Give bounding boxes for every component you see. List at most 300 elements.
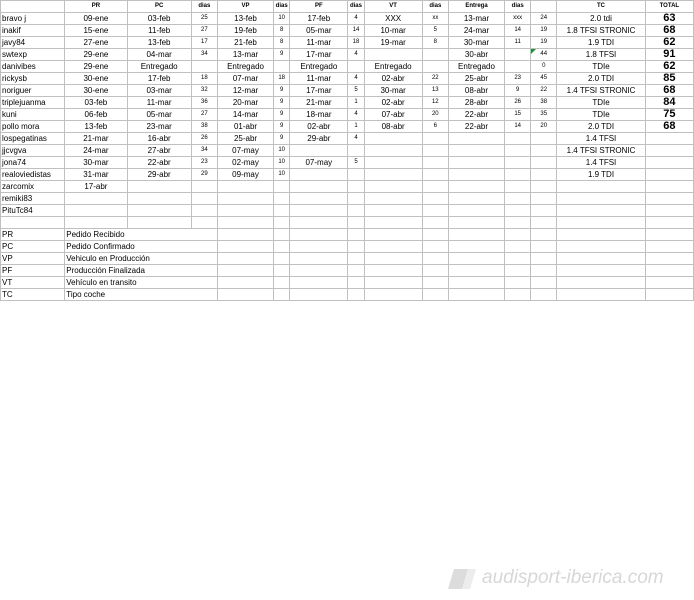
date-cell: 07-may	[217, 145, 273, 157]
date-cell	[364, 217, 422, 229]
empty-cell	[217, 265, 273, 277]
user-name-cell: kuni	[1, 109, 65, 121]
days-cell: 1	[348, 97, 364, 109]
date-cell: 29-abr	[127, 169, 191, 181]
date-cell	[217, 217, 273, 229]
days-cell	[274, 181, 290, 193]
column-header: TOTAL	[645, 1, 693, 13]
date-cell: 18-mar	[290, 109, 348, 121]
table-row	[1, 49, 694, 61]
date-cell: 21-mar	[290, 97, 348, 109]
empty-cell	[557, 229, 645, 241]
empty-cell	[348, 241, 364, 253]
column-header: PR	[65, 1, 127, 13]
table-row	[1, 37, 694, 49]
days-cell: 45	[531, 73, 557, 85]
date-cell	[290, 193, 348, 205]
user-name-cell: swtexp	[1, 49, 65, 61]
legend-abbr: VP	[1, 253, 65, 265]
empty-cell	[364, 289, 422, 301]
legend-row	[1, 277, 694, 289]
date-cell: 20-mar	[217, 97, 273, 109]
car-type-cell: 1.4 TFSI STRONIC	[557, 145, 645, 157]
user-name-cell: javy84	[1, 37, 65, 49]
date-cell	[290, 205, 348, 217]
car-type-cell: 2.0 tdi	[557, 13, 645, 25]
empty-cell	[364, 229, 422, 241]
date-cell: 10-mar	[364, 25, 422, 37]
days-cell: 34	[191, 49, 217, 61]
days-cell: xxx	[505, 13, 531, 25]
date-cell: 05-mar	[127, 109, 191, 121]
car-type-cell: 1.9 TDI	[557, 169, 645, 181]
user-name-cell: rickysb	[1, 73, 65, 85]
total-cell: 91	[645, 49, 693, 61]
date-cell: 03-feb	[127, 13, 191, 25]
legend-abbr: VT	[1, 277, 65, 289]
date-cell: 02-may	[217, 157, 273, 169]
empty-cell	[364, 241, 422, 253]
days-cell: 9	[505, 85, 531, 97]
date-cell: 13-feb	[217, 13, 273, 25]
total-cell	[645, 205, 693, 217]
date-cell	[290, 169, 348, 181]
date-cell	[290, 145, 348, 157]
date-cell: 14-mar	[217, 109, 273, 121]
days-cell: 4	[348, 133, 364, 145]
days-cell: 0	[531, 61, 557, 73]
date-cell: 24-mar	[448, 25, 504, 37]
date-cell	[217, 193, 273, 205]
date-cell: 21-feb	[217, 37, 273, 49]
column-header: dias	[422, 1, 448, 13]
date-cell: XXX	[364, 13, 422, 25]
date-cell	[364, 133, 422, 145]
date-cell	[448, 181, 504, 193]
empty-cell	[557, 241, 645, 253]
days-cell: 12	[422, 97, 448, 109]
total-cell: 63	[645, 13, 693, 25]
total-cell: 62	[645, 61, 693, 73]
date-cell: 13-feb	[65, 121, 127, 133]
total-cell: 75	[645, 109, 693, 121]
days-cell	[531, 193, 557, 205]
days-cell	[348, 181, 364, 193]
date-cell	[448, 193, 504, 205]
date-cell: 04-mar	[127, 49, 191, 61]
legend-description: Vehiculo en Producción	[65, 253, 218, 265]
date-cell: 12-mar	[217, 85, 273, 97]
empty-cell	[557, 253, 645, 265]
date-cell: Entregado	[290, 61, 348, 73]
empty-cell	[448, 241, 504, 253]
car-type-cell: 2.0 TDI	[557, 121, 645, 133]
car-type-cell: 1.8 TFSI STRONIC	[557, 25, 645, 37]
empty-cell	[645, 277, 693, 289]
date-cell: 30-mar	[364, 85, 422, 97]
header-row	[1, 1, 694, 13]
days-cell: 27	[191, 25, 217, 37]
days-cell: xx	[422, 13, 448, 25]
days-cell	[505, 181, 531, 193]
date-cell	[217, 205, 273, 217]
empty-cell	[505, 229, 531, 241]
days-cell	[348, 169, 364, 181]
table-row	[1, 25, 694, 37]
car-type-cell: 1.8 TFSI	[557, 49, 645, 61]
empty-cell	[348, 277, 364, 289]
column-header: VP	[217, 1, 273, 13]
days-cell	[531, 145, 557, 157]
days-cell	[348, 145, 364, 157]
date-cell: 05-mar	[290, 25, 348, 37]
date-cell: 22-abr	[448, 109, 504, 121]
days-cell: 1	[348, 121, 364, 133]
empty-cell	[645, 265, 693, 277]
date-cell	[448, 169, 504, 181]
total-cell	[645, 133, 693, 145]
days-cell	[422, 217, 448, 229]
date-cell: 21-mar	[65, 133, 127, 145]
car-type-cell: 2.0 TDI	[557, 73, 645, 85]
table-row	[1, 181, 694, 193]
empty-cell	[422, 277, 448, 289]
days-cell	[531, 157, 557, 169]
empty-cell	[217, 253, 273, 265]
days-cell: 14	[505, 25, 531, 37]
days-cell: 9	[274, 109, 290, 121]
days-cell: 18	[348, 37, 364, 49]
empty-cell	[217, 229, 273, 241]
date-cell: 30-mar	[65, 157, 127, 169]
days-cell: 17	[191, 37, 217, 49]
empty-cell	[274, 253, 290, 265]
date-cell	[65, 193, 127, 205]
days-cell	[505, 145, 531, 157]
days-cell: 18	[274, 73, 290, 85]
days-cell	[531, 205, 557, 217]
user-name-cell: noriguer	[1, 85, 65, 97]
date-cell: 25-abr	[217, 133, 273, 145]
legend-description: Pedido Recibido	[65, 229, 218, 241]
empty-cell	[348, 253, 364, 265]
total-cell	[645, 181, 693, 193]
total-cell: 85	[645, 73, 693, 85]
days-cell	[422, 181, 448, 193]
empty-cell	[448, 229, 504, 241]
car-type-cell	[557, 217, 645, 229]
date-cell: 09-may	[217, 169, 273, 181]
date-cell: 17-mar	[290, 85, 348, 97]
total-cell: 68	[645, 121, 693, 133]
days-cell: 5	[348, 85, 364, 97]
empty-cell	[290, 289, 348, 301]
date-cell: 13-feb	[127, 37, 191, 49]
days-cell	[531, 169, 557, 181]
date-cell	[448, 217, 504, 229]
days-cell: 25	[191, 13, 217, 25]
date-cell: 07-mar	[217, 73, 273, 85]
date-cell	[364, 205, 422, 217]
table-row	[1, 217, 694, 229]
empty-cell	[217, 241, 273, 253]
user-name-cell: bravo j	[1, 13, 65, 25]
table-row	[1, 169, 694, 181]
empty-cell	[531, 265, 557, 277]
days-cell	[348, 217, 364, 229]
date-cell	[65, 205, 127, 217]
legend-row	[1, 265, 694, 277]
days-cell: 6	[422, 121, 448, 133]
days-cell: 26	[505, 97, 531, 109]
days-cell	[348, 205, 364, 217]
column-header: PC	[127, 1, 191, 13]
user-name-cell: jjcvgva	[1, 145, 65, 157]
watermark-text: audisport-iberica.com	[482, 567, 664, 588]
days-cell	[191, 205, 217, 217]
date-cell	[290, 181, 348, 193]
days-cell	[422, 133, 448, 145]
empty-cell	[348, 229, 364, 241]
empty-cell	[645, 253, 693, 265]
days-cell: 13	[422, 85, 448, 97]
date-cell: 19-mar	[364, 37, 422, 49]
days-cell: 44	[531, 49, 557, 61]
column-header: Entrega	[448, 1, 504, 13]
car-type-cell: TDIe	[557, 61, 645, 73]
date-cell: 30-ene	[65, 73, 127, 85]
empty-cell	[422, 253, 448, 265]
date-cell	[127, 181, 191, 193]
days-cell	[505, 217, 531, 229]
empty-cell	[645, 241, 693, 253]
empty-cell	[274, 289, 290, 301]
days-cell: 38	[191, 121, 217, 133]
empty-cell	[422, 265, 448, 277]
days-cell	[191, 61, 217, 73]
date-cell: Entregado	[217, 61, 273, 73]
empty-cell	[290, 241, 348, 253]
watermark	[446, 567, 686, 591]
days-cell: 8	[274, 25, 290, 37]
date-cell: 11-mar	[290, 37, 348, 49]
date-cell: 19-feb	[217, 25, 273, 37]
date-cell: 08-abr	[448, 85, 504, 97]
days-cell	[505, 61, 531, 73]
days-cell	[505, 157, 531, 169]
user-name-cell: pollo mora	[1, 121, 65, 133]
date-cell: 02-abr	[364, 97, 422, 109]
column-header: PF	[290, 1, 348, 13]
days-cell	[348, 61, 364, 73]
legend-description: Pedido Confirmado	[65, 241, 218, 253]
days-cell: 19	[531, 37, 557, 49]
legend-row	[1, 253, 694, 265]
user-name-cell: danivibes	[1, 61, 65, 73]
empty-cell	[364, 265, 422, 277]
empty-cell	[274, 265, 290, 277]
days-cell: 35	[531, 109, 557, 121]
days-cell	[191, 181, 217, 193]
empty-cell	[557, 265, 645, 277]
empty-cell	[290, 277, 348, 289]
legend-description: Producción Finalizada	[65, 265, 218, 277]
days-cell: 23	[191, 157, 217, 169]
days-cell	[422, 193, 448, 205]
empty-cell	[531, 241, 557, 253]
days-cell: 10	[274, 145, 290, 157]
empty-cell	[505, 277, 531, 289]
date-cell	[364, 49, 422, 61]
days-cell: 4	[348, 49, 364, 61]
date-cell: 03-feb	[65, 97, 127, 109]
date-cell: 22-abr	[127, 157, 191, 169]
date-cell	[364, 193, 422, 205]
total-cell: 62	[645, 37, 693, 49]
days-cell	[274, 61, 290, 73]
empty-cell	[422, 241, 448, 253]
user-name-cell	[1, 217, 65, 229]
car-type-cell: 1.4 TFSI	[557, 133, 645, 145]
car-type-cell	[557, 181, 645, 193]
days-cell: 4	[348, 13, 364, 25]
days-cell: 11	[505, 37, 531, 49]
user-name-cell: PituTc84	[1, 205, 65, 217]
date-cell: 06-feb	[65, 109, 127, 121]
user-name-cell: jona74	[1, 157, 65, 169]
days-cell: 38	[531, 97, 557, 109]
empty-cell	[290, 253, 348, 265]
date-cell: 30-mar	[448, 37, 504, 49]
empty-cell	[531, 253, 557, 265]
date-cell: Entregado	[448, 61, 504, 73]
total-cell	[645, 157, 693, 169]
days-cell: 32	[191, 85, 217, 97]
legend-abbr: PF	[1, 265, 65, 277]
car-type-cell	[557, 193, 645, 205]
days-cell	[505, 193, 531, 205]
empty-cell	[290, 229, 348, 241]
table-row	[1, 157, 694, 169]
days-cell: 29	[191, 169, 217, 181]
empty-cell	[422, 229, 448, 241]
table-row	[1, 109, 694, 121]
date-cell: 11-mar	[127, 97, 191, 109]
empty-cell	[557, 277, 645, 289]
column-header: dias	[274, 1, 290, 13]
date-cell: 11-mar	[290, 73, 348, 85]
days-cell: 5	[348, 157, 364, 169]
table-row	[1, 97, 694, 109]
days-cell	[422, 49, 448, 61]
table-row	[1, 73, 694, 85]
date-cell: 03-mar	[127, 85, 191, 97]
legend-description: Vehículo en transito	[65, 277, 218, 289]
empty-cell	[448, 289, 504, 301]
empty-cell	[645, 289, 693, 301]
date-cell: 28-abr	[448, 97, 504, 109]
date-cell: 17-feb	[290, 13, 348, 25]
days-cell	[191, 193, 217, 205]
empty-cell	[348, 265, 364, 277]
user-name-cell: remiki83	[1, 193, 65, 205]
days-cell	[274, 205, 290, 217]
empty-cell	[448, 277, 504, 289]
days-cell: 26	[191, 133, 217, 145]
days-cell: 15	[505, 109, 531, 121]
date-cell: 27-ene	[65, 37, 127, 49]
days-cell: 9	[274, 49, 290, 61]
days-cell	[505, 133, 531, 145]
total-cell	[645, 145, 693, 157]
date-cell	[448, 133, 504, 145]
date-cell: 09-ene	[65, 13, 127, 25]
legend-abbr: TC	[1, 289, 65, 301]
date-cell	[127, 217, 191, 229]
date-cell: 07-abr	[364, 109, 422, 121]
days-cell: 18	[191, 73, 217, 85]
date-cell	[364, 181, 422, 193]
days-cell: 36	[191, 97, 217, 109]
legend-row	[1, 289, 694, 301]
days-cell: 20	[422, 109, 448, 121]
date-cell	[448, 145, 504, 157]
empty-cell	[505, 265, 531, 277]
total-cell: 84	[645, 97, 693, 109]
empty-cell	[217, 289, 273, 301]
days-cell	[422, 157, 448, 169]
days-cell: 22	[531, 85, 557, 97]
car-type-cell	[557, 205, 645, 217]
days-cell	[505, 205, 531, 217]
car-type-cell: 1.4 TFSI STRONIC	[557, 85, 645, 97]
table-row	[1, 85, 694, 97]
date-cell: 08-abr	[364, 121, 422, 133]
date-cell: 30-abr	[448, 49, 504, 61]
days-cell	[531, 217, 557, 229]
date-cell	[217, 181, 273, 193]
empty-cell	[274, 241, 290, 253]
days-cell: 27	[191, 109, 217, 121]
days-cell: 10	[274, 157, 290, 169]
site-logo-icon	[446, 569, 478, 589]
days-cell: 19	[531, 25, 557, 37]
days-cell	[531, 181, 557, 193]
empty-cell	[364, 277, 422, 289]
date-cell: 13-mar	[217, 49, 273, 61]
days-cell	[422, 205, 448, 217]
column-header: dias	[348, 1, 364, 13]
empty-cell	[422, 289, 448, 301]
date-cell: 31-mar	[65, 169, 127, 181]
total-cell	[645, 169, 693, 181]
date-cell: 24-mar	[65, 145, 127, 157]
days-cell: 8	[422, 37, 448, 49]
total-cell	[645, 193, 693, 205]
date-cell: 17-feb	[127, 73, 191, 85]
days-cell: 34	[191, 145, 217, 157]
date-cell	[364, 169, 422, 181]
table-row	[1, 121, 694, 133]
days-cell: 14	[348, 25, 364, 37]
car-type-cell: TDIe	[557, 97, 645, 109]
days-cell: 8	[274, 37, 290, 49]
legend-row	[1, 229, 694, 241]
column-header: VT	[364, 1, 422, 13]
empty-cell	[364, 253, 422, 265]
days-cell	[422, 61, 448, 73]
car-type-cell: 1.9 TDI	[557, 37, 645, 49]
